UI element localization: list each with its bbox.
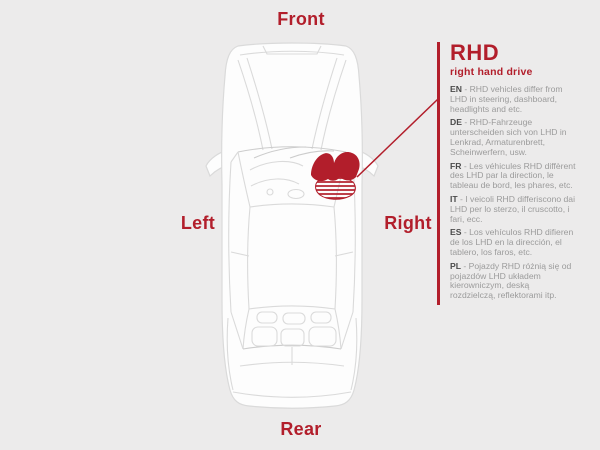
separator: - [461,84,470,94]
entry-de-code: DE [450,117,462,128]
entry-en-code: EN [450,84,462,94]
annotation-leader-line [357,99,438,177]
entry-it [450,195,576,224]
separator: - [461,227,470,238]
rhd-steering-wheel-highlight [316,177,356,199]
right-label: Right [384,213,432,233]
panel-subtitle: right hand drive [450,66,533,78]
entry-es-text: Los vehículos RHD difieren de los LHD en la dirección, el tablero, los faros, etc. [450,227,574,257]
separator: - [461,160,470,171]
entry-es-code: ES [450,227,462,238]
panel-title: RHD [450,40,500,65]
left-label: Left [180,213,216,233]
rear-label: Rear [280,419,322,439]
entry-pl [450,262,576,301]
rhd-info-panel [437,42,589,305]
entry-pl-code: PL [450,260,461,271]
separator: - [460,260,469,271]
separator: - [461,117,470,128]
entry-en [450,85,576,114]
entry-it-code: IT [450,193,458,204]
entry-es [450,228,576,257]
separator: - [457,193,466,204]
front-label: Front [277,9,325,29]
entry-fr [450,162,576,191]
entry-fr-text: Les véhicules RHD diffèrent des LHD par la direction, le tableau de bord, les phares, etc. [450,160,576,191]
entry-it-text: I veicoli RHD differiscono dai LHD per lo sterzo, il cruscotto, i fari, ecc. [450,193,575,224]
entry-fr-code: FR [450,160,462,171]
entry-pl-text: Pojazdy RHD różnią się od pojazdów LHD układem kierowniczym, deską rozdzielczą, reflektorami itp. [450,260,572,301]
language-entries [450,85,576,301]
entry-de [450,118,576,157]
entry-de-text: RHD-Fahrzeuge unterscheiden sich von LHD in Lenkrad, Armaturenbrett, Scheinwerfern, usw. [450,117,567,157]
entry-en-text: RHD vehicles differ from LHD in steering, dashboard, headlights and etc. [450,84,563,114]
